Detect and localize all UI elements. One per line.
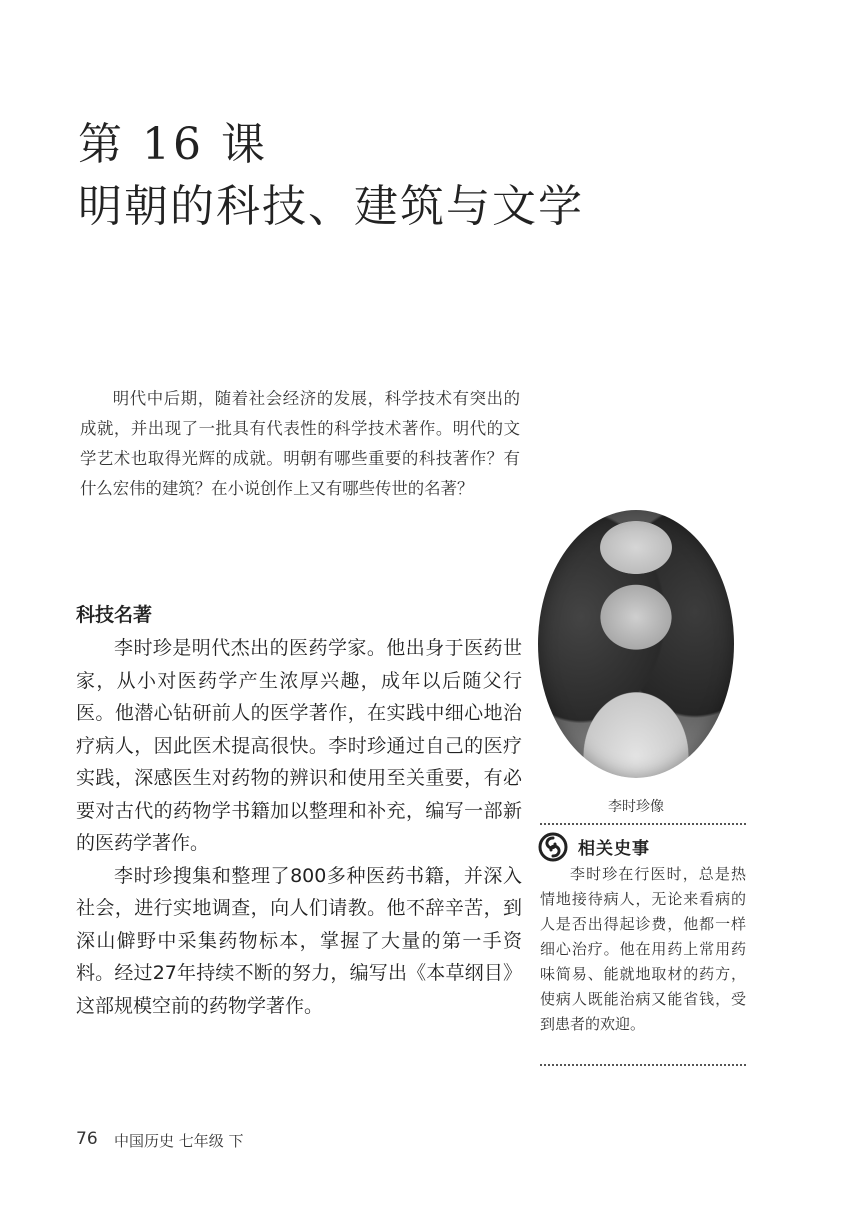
lesson-title: 明朝的科技、建筑与文学 bbox=[78, 181, 584, 232]
book-title: 中国历史 七年级 下 bbox=[114, 1132, 244, 1150]
body-paragraph: 李时珍搜集和整理了800多种医药书籍，并深入社会，进行实地调查，向人们请教。他不辞辛苦，到深山僻野中采集药物标本，掌握了大量的第一手资料。经过27年持续不断的努力，编写出《本草纲目》这部规模空前的药物学著作。 bbox=[76, 864, 522, 1017]
section-body bbox=[76, 632, 522, 1022]
lesson-number: 第 16 课 bbox=[78, 119, 268, 170]
body-paragraph: 李时珍是明代杰出的医药学家。他出身于医药世家，从小对医药学产生浓厚兴趣，成年以后随父行医。他潜心钻研前人的医学著作，在实践中细心地治疗病人，因此医术提高很快。李时珍通过自己的医疗实践，深感医生对药物的辨识和使用至关重要，有必要对古代的药物学书籍加以整理和补充，编写一部新的医药学著作。 bbox=[76, 637, 522, 854]
page-number: 76 bbox=[76, 1129, 98, 1149]
section-heading: 科技名著 bbox=[76, 604, 153, 626]
portrait-image bbox=[538, 510, 734, 778]
spiral-icon bbox=[538, 832, 568, 862]
lesson-intro: 明代中后期，随着社会经济的发展，科学技术有突出的成就，并出现了一批具有代表性的科学技术著作。明代的文学艺术也取得光辉的成就。明朝有哪些重要的科技著作？有什么宏伟的建筑？在小说创作上又有哪些传世的名著？ bbox=[80, 389, 520, 498]
sidebar-divider-bottom bbox=[540, 1064, 746, 1066]
sidebar-heading: 相关史事 bbox=[578, 839, 650, 859]
portrait-caption: 李时珍像 bbox=[608, 799, 664, 815]
sidebar-text: 李时珍在行医时，总是热情地接待病人，无论来看病的人是否出得起诊费，他都一样细心治疗。他在用药上常用药味简易、能就地取材的药方，使病人既能治病又能省钱，受到患者的欢迎。 bbox=[540, 865, 746, 1033]
sidebar-divider-top bbox=[540, 823, 746, 825]
